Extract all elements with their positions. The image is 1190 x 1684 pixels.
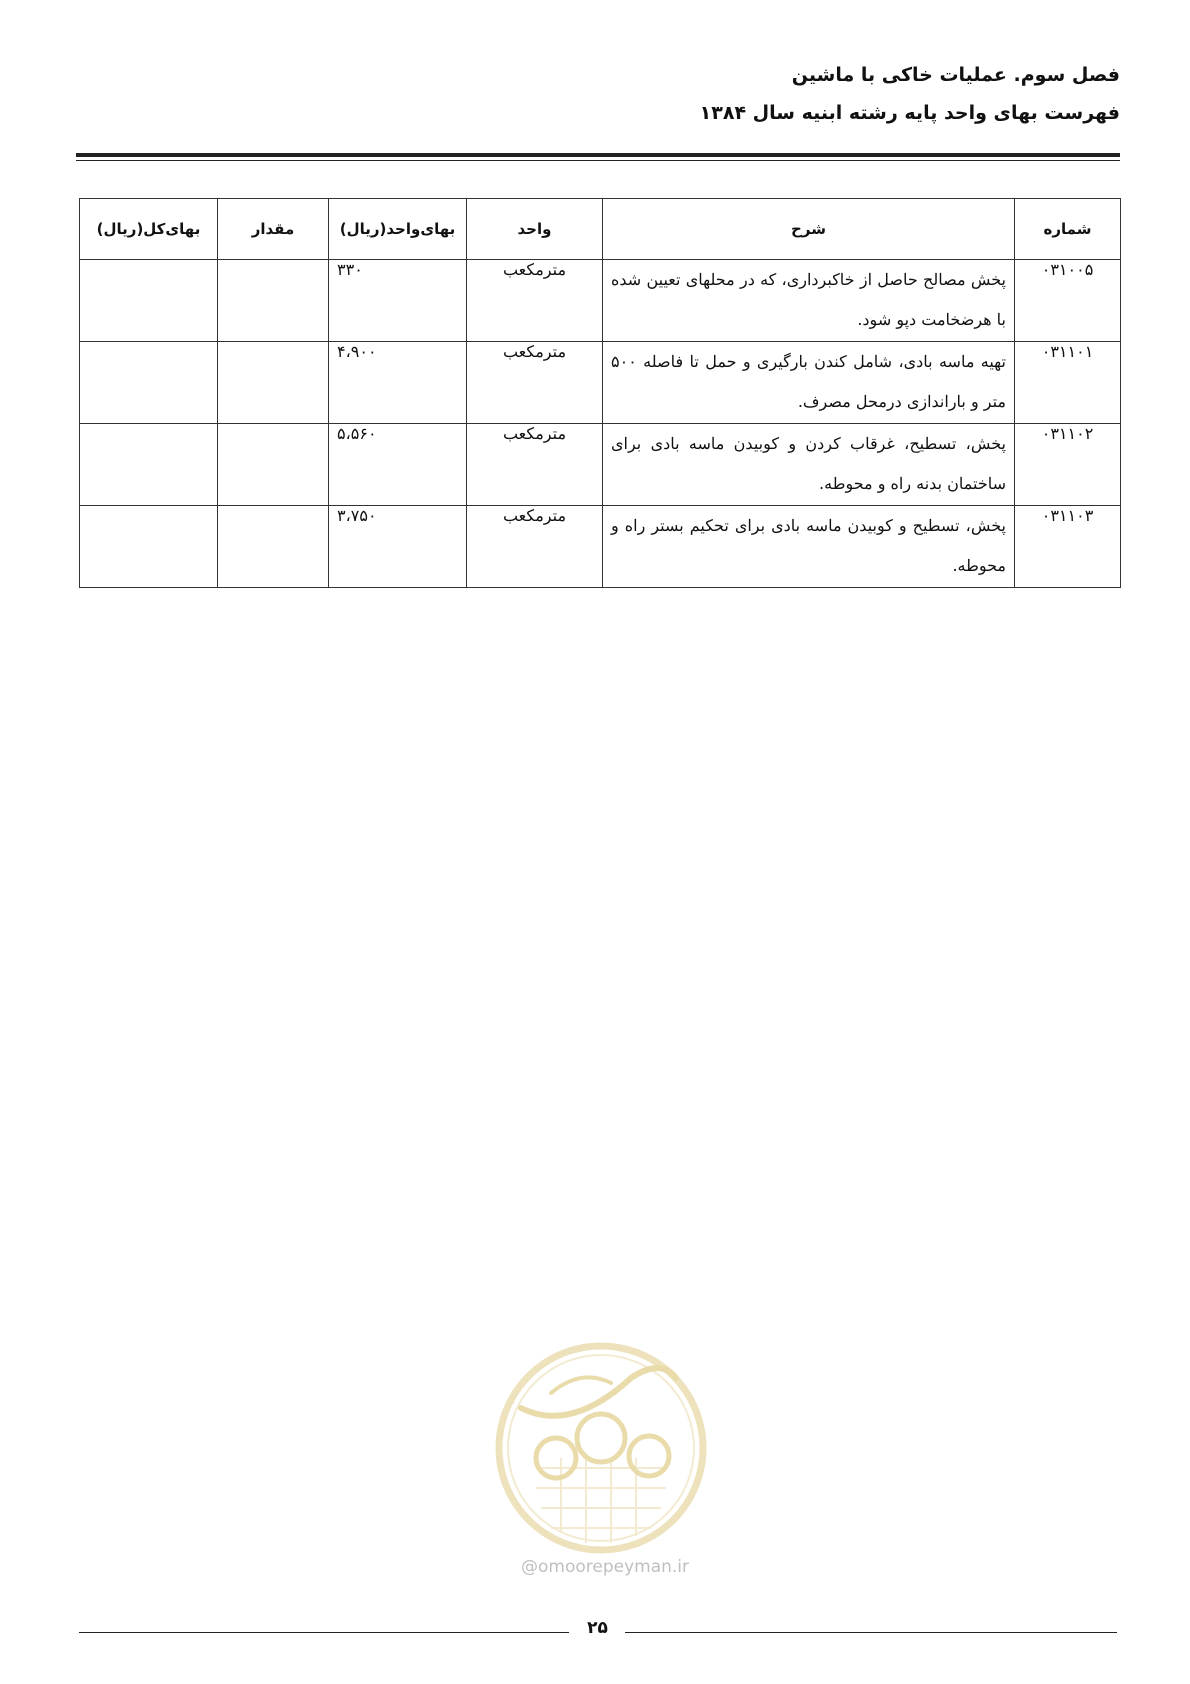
table-header-row [80, 199, 1121, 260]
chapter-title: فصل سوم. عملیات خاکی با ماشین [791, 64, 1120, 86]
item-number: ۰۳۱۱۰۳ [1015, 506, 1121, 588]
header-rule-thick [76, 153, 1120, 157]
item-number: ۰۳۱۰۰۵ [1015, 260, 1121, 342]
table-row [80, 342, 1121, 424]
page-header [70, 58, 1120, 130]
item-description: تهیه ماسه بادی، شامل کندن بارگیری و حمل تا فاصله ۵۰۰ متر و باراندازی درمحل مصرف. [603, 342, 1015, 424]
col-unit-header: واحد [467, 199, 603, 260]
watermark-site: @omoorepeyman.ir [520, 1557, 690, 1577]
footer-rule-left [79, 1632, 569, 1633]
item-unit: مترمکعب [467, 260, 603, 342]
item-unit-price: ۳۳۰ [329, 260, 467, 342]
item-total-price [80, 260, 218, 342]
page-number: ۲۵ [587, 1618, 608, 1638]
item-unit: مترمکعب [467, 424, 603, 506]
col-quantity-header: مقدار [218, 199, 329, 260]
col-description-header: شرح [603, 199, 1015, 260]
price-table [79, 198, 1121, 588]
item-description: پخش مصالح حاصل از خاکبرداری، که در محلهای تعیین شده با هرضخامت دپو شود. [603, 260, 1015, 342]
item-quantity [218, 342, 329, 424]
item-unit-price: ۵،۵۶۰ [329, 424, 467, 506]
col-number-header: شماره [1015, 199, 1121, 260]
watermark-emblem-icon [491, 1338, 711, 1558]
item-total-price [80, 506, 218, 588]
item-number: ۰۳۱۱۰۲ [1015, 424, 1121, 506]
header-rule-thin [76, 160, 1120, 161]
item-description: پخش، تسطیح، غرقاب کردن و کوبیدن ماسه بادی برای ساختمان بدنه راه و محوطه. [603, 424, 1015, 506]
item-unit: مترمکعب [467, 342, 603, 424]
item-quantity [218, 506, 329, 588]
item-unit-price: ۴،۹۰۰ [329, 342, 467, 424]
col-total-price-header: بهای‌کل(ریال) [80, 199, 218, 260]
list-title: فهرست بهای واحد پایه رشته ابنیه سال ۱۳۸۴ [699, 102, 1120, 124]
table-row [80, 506, 1121, 588]
watermark-logo [491, 1338, 711, 1558]
item-number: ۰۳۱۱۰۱ [1015, 342, 1121, 424]
item-quantity [218, 424, 329, 506]
item-quantity [218, 260, 329, 342]
table-row [80, 424, 1121, 506]
item-unit-price: ۳،۷۵۰ [329, 506, 467, 588]
col-unit-price-header: بهای‌واحد(ریال) [329, 199, 467, 260]
table-row [80, 260, 1121, 342]
item-total-price [80, 342, 218, 424]
footer-rule-right [625, 1632, 1117, 1633]
item-unit: مترمکعب [467, 506, 603, 588]
item-total-price [80, 424, 218, 506]
item-description: پخش، تسطیح و کوبیدن ماسه بادی برای تحکیم بستر راه و محوطه. [603, 506, 1015, 588]
